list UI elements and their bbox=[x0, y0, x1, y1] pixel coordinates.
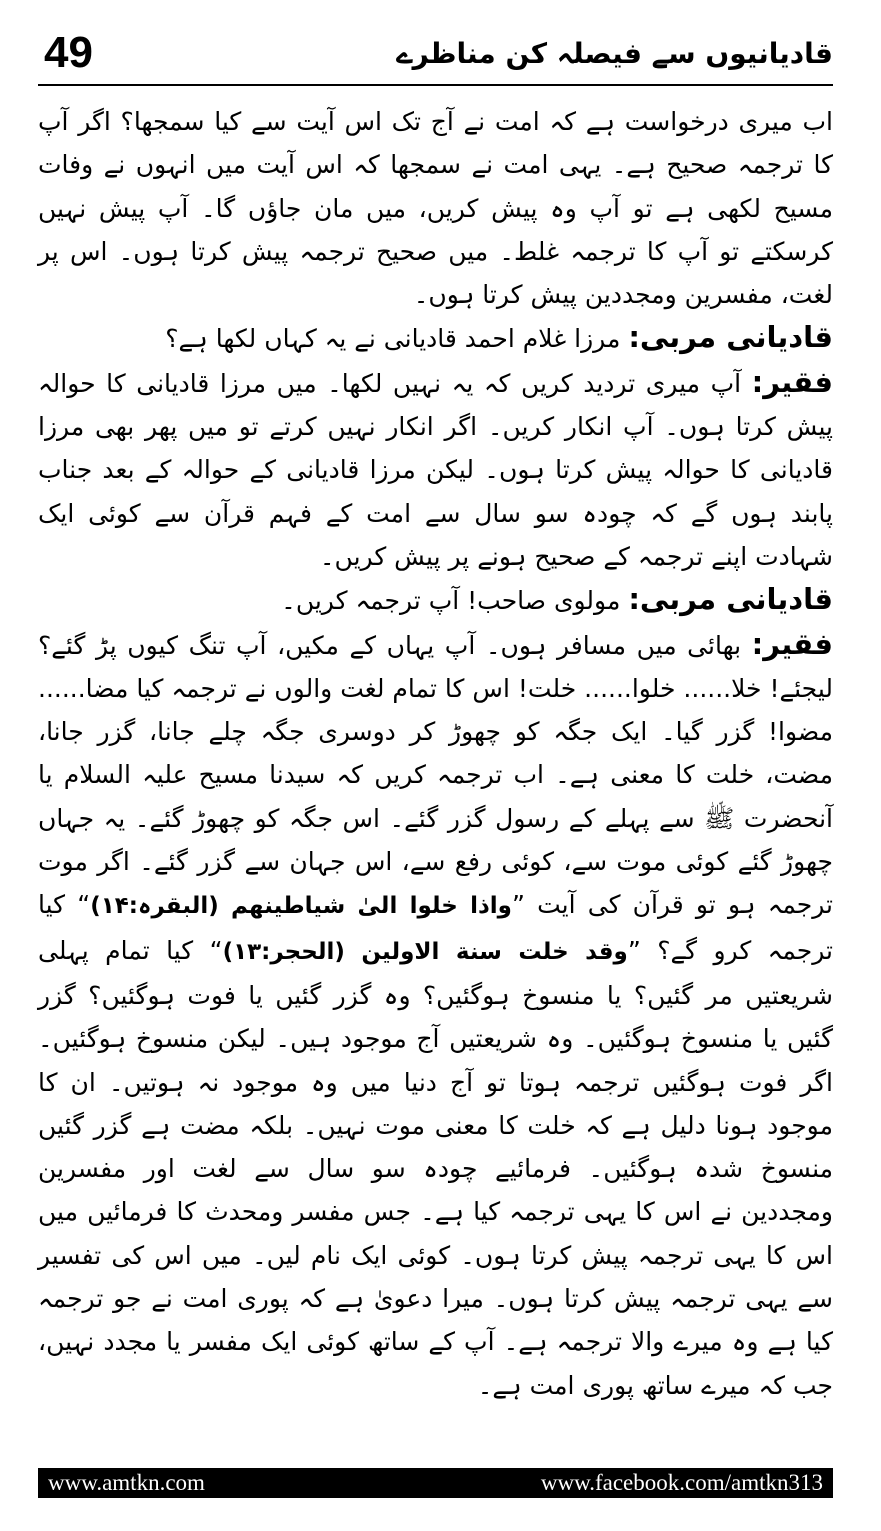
header-rule bbox=[38, 84, 833, 86]
paragraph-faqir-reply: فقیر: آپ میری تردید کریں کہ یہ نہیں لکھا۔ میں مرزا قادیانی کا حوالہ پیش کرتا ہوں۔ آپ انکار کریں۔ اگر انکار نہیں کرتے تو میں پھر بھی مرزا قادیانی کا حوالہ پیش کرتا ہوں۔ لیکن مرزا قادیانی کے حوالہ کے بعد جناب پابند ہوں گے کہ چودہ سو سال سے امت کے فہم قرآن سے کوئی ایک شہادت اپنے ترجمہ کے صحیح ہونے پر پیش کریں۔ bbox=[38, 364, 834, 571]
website-link[interactable]: www.amtkn.com bbox=[48, 1470, 205, 1495]
facebook-link[interactable]: www.facebook.com/amtkn313 bbox=[540, 1470, 823, 1495]
paragraph-faqir-explanation: فقیر: بھائی میں مسافر ہوں۔ آپ یہاں کے مکیں، آپ تنگ کیوں پڑ گئے؟ لیجئے! خلا...... خلوا...... خلت! اس کا تمام لغت والوں نے ترجمہ کیا مضا...... مضوا! گزر گیا۔ ایک جگہ کو چھوڑ کر دوسری جگہ چلے جانا، گزر جانا، مضت، خلت کا معنی ہے۔ اب ترجمہ کریں کہ سیدنا مسیح علیہ السلام یا آنحضرت ﷺ سے پہلے کے رسول گزر گئے۔ اس جگہ کو چھوڑ گئے۔ یہ جہاں چھوڑ گئے کوئی موت سے، کوئی رفع سے، اس جہان سے گزر گئے۔ اگر موت ترجمہ ہو تو قرآن کی آیت ”واذا خلوا الیٰ شیاطینهم (البقرہ:۱۴)“ کیا ترجمہ کرو گے؟ ”وقد خلت سنة الاولین (الحجر:۱۳)“ کیا تمام پہلی شریعتیں مر گئیں؟ یا منسوخ ہوگئیں؟ وہ گزر گئیں یا فوت ہوگئیں؟ گزر گئیں یا منسوخ ہوگئیں۔ وہ شریعتیں آج موجود ہیں۔ لیکن منسوخ ہوگئیں۔ اگر فوت ہوگئیں ترجمہ ہوتا تو آج دنیا میں وہ موجود نہ ہوتیں۔ ان کا موجود ہونا دلیل ہے کہ خلت کا معنی موت نہیں۔ بلکہ مضت ہے گزر گئیں منسوخ شدہ ہوگئیں۔ فرمائیے چودہ سو سال سے لغت اور مفسرین ومجددین نے اس کا یہی ترجمہ کیا ہے۔ جس مفسر ومحدث کا فرمائیں میں اس کا یہی ترجمہ پیش کرتا ہوں۔ کوئی ایک نام لیں۔ میں اس کی تفسیر سے یہی ترجمہ پیش کرتا ہوں۔ میرا دعویٰ ہے کہ پوری امت نے جو ترجمہ کیا ہے وہ میرے والا ترجمہ ہے۔ آپ کے ساتھ کوئی ایک مفسر یا مجدد نہیں، جب کہ میرے ساتھ پوری امت ہے۔ bbox=[38, 626, 834, 1400]
speaker-label: قادیانی مربی: bbox=[628, 320, 833, 355]
speaker-label: فقیر: bbox=[751, 364, 834, 399]
page-footer bbox=[38, 1468, 833, 1498]
page-number: 49 bbox=[44, 28, 93, 77]
page-body bbox=[38, 100, 833, 1407]
page-header bbox=[38, 28, 833, 78]
speaker-label: فقیر: bbox=[751, 626, 833, 661]
quran-citation: وقد خلت سنة الاولین (الحجر:۱۳) bbox=[222, 938, 628, 965]
paragraph-qadiani-question: قادیانی مربی: مرزا غلام احمد قادیانی نے یہ کہاں لکھا ہے؟ bbox=[165, 320, 833, 355]
quran-citation: واذا خلوا الیٰ شیاطینهم (البقرہ:۱۴) bbox=[90, 893, 512, 920]
paragraph-request: اب میری درخواست ہے کہ امت نے آج تک اس آیت سے کیا سمجھا؟ اگر آپ کا ترجمہ صحیح ہے۔ یہی امت نے سمجھا کہ اس آیت میں انہوں نے وفات مسیح لکھی ہے تو آپ وہ پیش کریں، میں مان جاؤں گا۔ آپ پیش نہیں کرسکتے تو آپ کا ترجمہ غلط۔ میں صحیح ترجمہ پیش کرتا ہوں۔ اس پر لغت، مفسرین ومجددین پیش کرتا ہوں۔ bbox=[38, 107, 833, 310]
book-title: قادیانیوں سے فیصلہ کن مناظرے bbox=[396, 37, 833, 70]
paragraph-qadiani-request: قادیانی مربی: مولوی صاحب! آپ ترجمہ کریں۔ bbox=[281, 582, 833, 617]
speaker-label: قادیانی مربی: bbox=[628, 582, 833, 617]
